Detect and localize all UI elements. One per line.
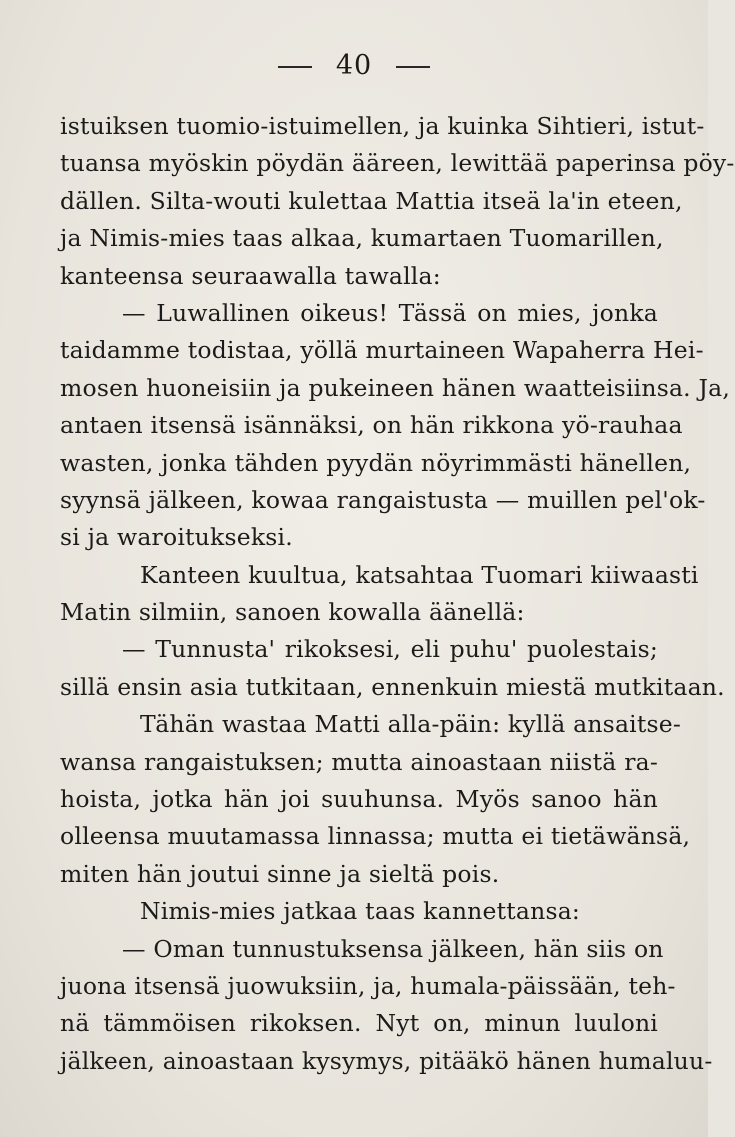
text-line: taidamme todistaa, yöllä murtaineen Wapaherra Hei- xyxy=(60,336,704,365)
text-line: antaen itsensä isännäksi, on hän rikkona yö-rauhaa xyxy=(60,411,683,440)
body-text xyxy=(60,108,735,1080)
text-line: tuansa myöskin pöydän ääreen, lewittää paperinsa pöy- xyxy=(60,149,735,178)
page-header xyxy=(0,50,708,81)
text-line: sillä ensin asia tutkitaan, ennenkuin miestä mutkitaan. xyxy=(60,672,725,701)
text-line: nä tämmöisen rikoksen. Nyt on, minun luuloni xyxy=(60,1009,658,1038)
text-line: mosen huoneisiin ja pukeineen hänen waatteisiinsa. Ja, xyxy=(60,373,731,402)
text-line: — Tunnusta' rikoksesi, eli puhu' puolestais; xyxy=(122,635,658,664)
text-line: jälkeen, ainoastaan kysymys, pitääkö hänen humaluu- xyxy=(60,1046,713,1075)
text-line: juona itsensä juowuksiin, ja, humala-päissään, teh- xyxy=(60,971,676,1000)
text-line: dällen. Silta-wouti kulettaa Mattia itseä la'in eteen, xyxy=(60,186,683,215)
text-line: wasten, jonka tähden pyydän nöyrimmästi hänellen, xyxy=(60,448,692,477)
text-line: Kanteen kuultua, katsahtaa Tuomari kiiwaasti xyxy=(140,560,699,589)
text-line: olleensa muutamassa linnassa; mutta ei tietäwänsä, xyxy=(60,822,691,851)
text-line: — Luwallinen oikeus! Tässä on mies, jonka xyxy=(122,298,658,327)
text-line: kanteensa seuraawalla tawalla: xyxy=(60,261,441,290)
text-line: wansa rangaistuksen; mutta ainoastaan niistä ra- xyxy=(60,747,658,776)
text-line: istuiksen tuomio-istuimellen, ja kuinka Sihtieri, istut- xyxy=(60,112,705,140)
text-line: si ja waroitukseksi. xyxy=(60,523,293,552)
page-number: 40 xyxy=(335,50,373,81)
text-line: — Oman tunnustuksensa jälkeen, hän siis on xyxy=(122,934,664,963)
text-line: ja Nimis-mies taas alkaa, kumartaen Tuomarillen, xyxy=(60,224,664,253)
text-line: hoista, jotka hän joi suuhunsa. Myös sanoo hän xyxy=(60,785,658,814)
text-line: miten hän joutui sinne ja sieltä pois. xyxy=(60,859,500,888)
text-line: Matin silmiin, sanoen kowalla äänellä: xyxy=(60,598,525,627)
text-line: syynsä jälkeen, kowaa rangaistusta — muillen pel'ok- xyxy=(60,485,706,514)
header-dash-right xyxy=(396,66,430,68)
text-line: Tähän wastaa Matti alla-päin: kyllä ansaitse- xyxy=(140,710,682,739)
header-dash-left xyxy=(278,66,312,68)
text-line: Nimis-mies jatkaa taas kannettansa: xyxy=(140,897,581,926)
